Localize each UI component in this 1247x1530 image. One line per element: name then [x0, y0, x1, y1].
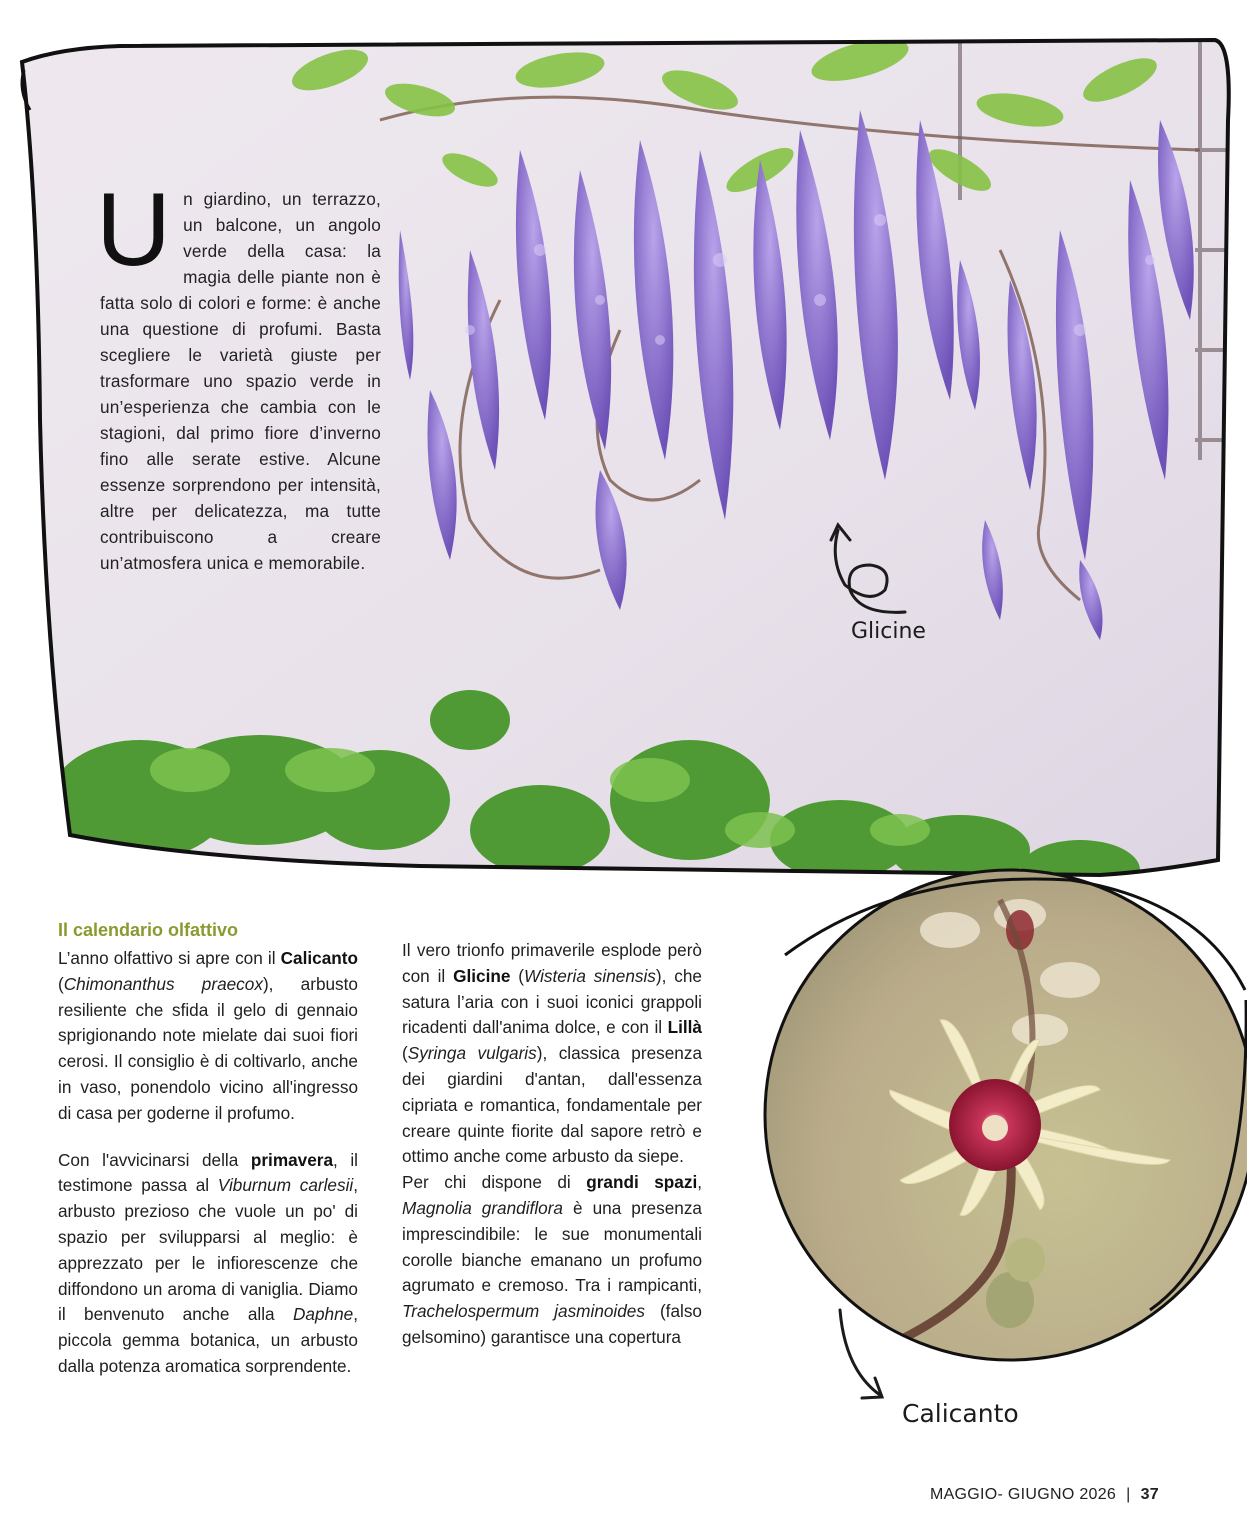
latin-name: Viburnum carlesii	[217, 1175, 354, 1196]
paragraph-grandi-spazi: Per chi dispone di grandi spazi, Magnolia grandiflora è una presenza imprescindibile: le sue monumentali corolle bianche emanano un profumo agrumato e cremoso. Tra i rampicanti, Trachelospermum jasminoides (falso gelsomino) garantisce una copertura	[402, 1172, 703, 1347]
calicanto-photo	[760, 860, 1247, 1420]
paragraph-calicanto: L’anno olfattivo si apre con il Calicanto (Chimonanthus praecox), arbusto resiliente che sfida il gelo di gennaio sprigionando note mielate dai suoi fiori cerosi. Il consiglio è di coltivarlo, anche in vaso, ponendolo vicino all'ingresso di casa per goderne il profumo.	[58, 948, 358, 1123]
calicanto-label: Calicanto	[902, 1399, 1019, 1428]
bold-term: grandi spazi	[586, 1172, 698, 1193]
latin-name: Daphne	[293, 1304, 354, 1325]
footer-separator: |	[1126, 1486, 1131, 1503]
latin-name: Trachelospermum jasminoides	[402, 1301, 645, 1322]
bold-term: Lillà	[667, 1017, 702, 1038]
section-subhead: Il calendario olfattivo	[58, 920, 239, 940]
latin-name: Syringa vulgaris	[407, 1043, 537, 1064]
bold-term: primavera	[250, 1149, 334, 1170]
page-number: 37	[1140, 1486, 1159, 1503]
bold-term: Glicine	[453, 965, 511, 986]
latin-name: Chimonanthus praecox	[63, 973, 263, 994]
latin-name: Magnolia grandiflora	[402, 1197, 563, 1218]
calicanto-arrow	[840, 1310, 882, 1398]
page-footer	[930, 1486, 1159, 1504]
bold-term: Calicanto	[280, 948, 358, 968]
paragraph-glicine: Il vero trionfo primaverile esplode però con il Glicine (Wisteria sinensis), che satura l’aria con i suoi iconici grappoli ricadenti dall'anima dolce, e con il Lillà (Syringa vulgaris), classica presenza dei giardini d'antan, dall'essenza cipriata e romantica, fondamentale per creare quinte fiorite dal sapore retrò e ottimo anche come arbusto da siepe.	[402, 940, 702, 1167]
text-column-right	[402, 938, 702, 1351]
paragraph-primavera: Con l'avvicinarsi della primavera, il testimone passa al Viburnum carlesii, arbusto prezioso che vuole un po' di spazio per svilupparsi al meglio: è apprezzato per le infiorescenze che diffondono un aroma di vaniglia. Diamo il benvenuto anche alla Daphne, piccola gemma botanica, un arbusto dalla potenza aromatica sorprendente.	[58, 1149, 359, 1376]
intro-paragraph	[96, 172, 381, 576]
latin-name: Wisteria sinensis	[524, 965, 656, 986]
intro-text: n giardino, un terrazzo, un balcone, un angolo verde della casa: la magia delle piante non è fatta solo di colori e forme: è anche una questione di profumi. Basta scegliere le varietà giuste per trasformare uno spazio verde in un’esperienza che cambia con le stagioni, dal primo fiore d’inverno fino alle serate estive. Alcune essenze sorprendono per intensità, altre per delicatezza, ma tutte contribuiscono a creare un’atmosfera unica e memorabile.	[100, 189, 381, 573]
drop-cap: U	[96, 172, 172, 288]
glicine-label: Glicine	[851, 619, 926, 644]
text-column-left	[58, 946, 358, 1380]
issue-date: MAGGIO- GIUGNO 2026	[929, 1486, 1117, 1503]
